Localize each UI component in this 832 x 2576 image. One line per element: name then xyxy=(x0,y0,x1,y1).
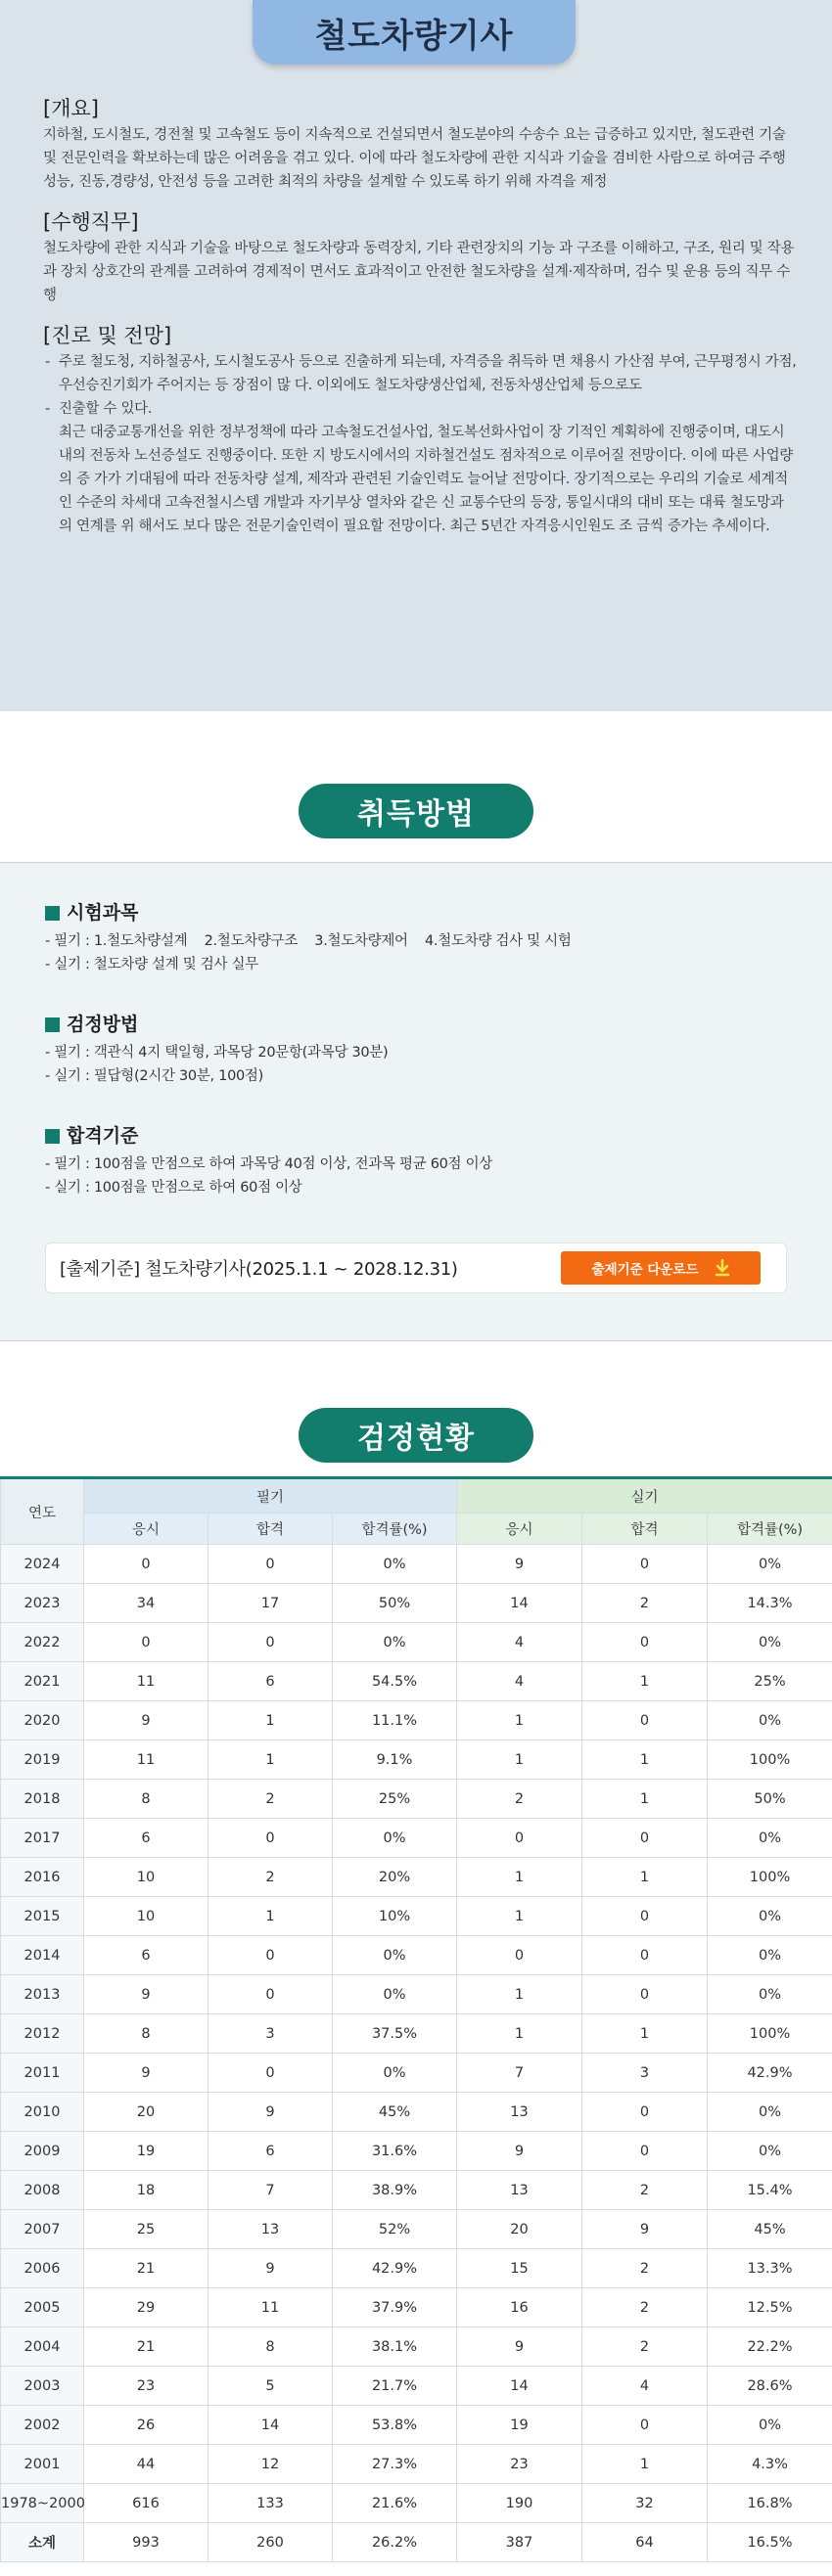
stats-table xyxy=(0,1476,832,2562)
stat-cell-w-pass: 2 xyxy=(208,1780,333,1819)
year-cell: 2010 xyxy=(1,2093,84,2132)
stats-body xyxy=(1,1545,832,2562)
stat-cell-p-rate: 28.6% xyxy=(708,2367,832,2406)
stat-cell-w-app: 26 xyxy=(84,2406,208,2445)
stat-cell-p-pass: 0 xyxy=(582,1701,708,1740)
stat-cell-w-app: 20 xyxy=(84,2093,208,2132)
download-icon xyxy=(715,1259,730,1277)
year-cell: 2003 xyxy=(1,2367,84,2406)
year-cell: 2006 xyxy=(1,2249,84,2288)
stat-cell-p-pass: 1 xyxy=(582,2445,708,2484)
stat-cell-w-pass: 9 xyxy=(208,2249,333,2288)
stat-cell-p-pass: 0 xyxy=(582,1545,708,1584)
stat-cell-p-app: 1 xyxy=(457,1975,582,2014)
stat-cell-w-app: 993 xyxy=(84,2523,208,2562)
square-bullet-icon xyxy=(45,1017,60,1032)
stat-cell-p-pass: 0 xyxy=(582,1897,708,1936)
stat-cell-w-rate: 0% xyxy=(333,1936,457,1975)
stat-cell-w-rate: 20% xyxy=(333,1858,457,1897)
stat-cell-w-rate: 37.9% xyxy=(333,2288,457,2327)
stat-cell-p-app: 16 xyxy=(457,2288,582,2327)
year-cell: 2001 xyxy=(1,2445,84,2484)
stat-cell-p-pass: 0 xyxy=(582,1623,708,1662)
stat-cell-p-rate: 0% xyxy=(708,1975,832,2014)
stat-cell-w-app: 8 xyxy=(84,1780,208,1819)
table-row xyxy=(1,2523,832,2562)
table-row xyxy=(1,2171,832,2210)
table-row xyxy=(1,1545,832,1584)
stat-cell-p-rate: 0% xyxy=(708,2132,832,2171)
stat-cell-w-app: 9 xyxy=(84,1975,208,2014)
stat-cell-w-app: 9 xyxy=(84,1701,208,1740)
method-group xyxy=(45,1012,789,1088)
stat-cell-p-rate: 14.3% xyxy=(708,1584,832,1623)
stat-cell-w-pass: 0 xyxy=(208,1975,333,2014)
stat-cell-p-app: 2 xyxy=(457,1780,582,1819)
stat-cell-w-app: 11 xyxy=(84,1662,208,1701)
stat-cell-p-app: 4 xyxy=(457,1662,582,1701)
stat-cell-w-app: 25 xyxy=(84,2210,208,2249)
subjects-line: - 실기 : 철도차량 설계 및 검사 실무 xyxy=(45,957,258,972)
stat-cell-p-app: 9 xyxy=(457,2327,582,2367)
stat-cell-p-pass: 0 xyxy=(582,1936,708,1975)
stat-cell-w-pass: 5 xyxy=(208,2367,333,2406)
stat-cell-w-pass: 17 xyxy=(208,1584,333,1623)
stat-cell-p-rate: 0% xyxy=(708,1545,832,1584)
stat-cell-w-pass: 14 xyxy=(208,2406,333,2445)
stat-cell-p-rate: 0% xyxy=(708,1701,832,1740)
year-cell: 2008 xyxy=(1,2171,84,2210)
stat-cell-p-pass: 1 xyxy=(582,1780,708,1819)
year-cell: 2024 xyxy=(1,1545,84,1584)
year-cell: 2002 xyxy=(1,2406,84,2445)
stat-cell-p-rate: 100% xyxy=(708,1740,832,1780)
stat-cell-p-pass: 0 xyxy=(582,1819,708,1858)
stat-cell-p-pass: 32 xyxy=(582,2484,708,2523)
stat-cell-p-pass: 2 xyxy=(582,2327,708,2367)
stat-cell-p-rate: 25% xyxy=(708,1662,832,1701)
stat-cell-p-pass: 2 xyxy=(582,2171,708,2210)
stat-cell-w-rate: 38.9% xyxy=(333,2171,457,2210)
table-row xyxy=(1,2445,832,2484)
stat-cell-p-pass: 3 xyxy=(582,2054,708,2093)
stat-cell-w-pass: 9 xyxy=(208,2093,333,2132)
year-cell: 2009 xyxy=(1,2132,84,2171)
stat-cell-p-app: 1 xyxy=(457,1858,582,1897)
stat-cell-p-pass: 9 xyxy=(582,2210,708,2249)
stat-cell-w-rate: 0% xyxy=(333,1545,457,1584)
table-row xyxy=(1,2054,832,2093)
table-row xyxy=(1,1975,832,2014)
table-row xyxy=(1,1936,832,1975)
stat-cell-p-app: 14 xyxy=(457,2367,582,2406)
stat-cell-p-rate: 50% xyxy=(708,1780,832,1819)
stat-cell-p-app: 13 xyxy=(457,2171,582,2210)
stat-cell-w-rate: 42.9% xyxy=(333,2249,457,2288)
stat-cell-p-app: 7 xyxy=(457,2054,582,2093)
criteria-box xyxy=(45,1243,787,1293)
stat-cell-p-rate: 0% xyxy=(708,1936,832,1975)
written-applicants-header: 응시 xyxy=(84,1514,208,1545)
year-cell: 2023 xyxy=(1,1584,84,1623)
stat-cell-p-app: 20 xyxy=(457,2210,582,2249)
stat-cell-p-rate: 16.5% xyxy=(708,2523,832,2562)
stat-cell-p-rate: 15.4% xyxy=(708,2171,832,2210)
stat-cell-w-rate: 0% xyxy=(333,1975,457,2014)
stat-cell-w-app: 11 xyxy=(84,1740,208,1780)
stat-cell-p-pass: 4 xyxy=(582,2367,708,2406)
year-cell: 2013 xyxy=(1,1975,84,2014)
stat-cell-p-pass: 0 xyxy=(582,2406,708,2445)
stat-cell-w-app: 6 xyxy=(84,1936,208,1975)
square-bullet-icon xyxy=(45,1129,60,1144)
acquisition-section xyxy=(0,862,832,1341)
page-title: 철도차량기사 xyxy=(253,0,576,65)
outlook-item: - 주로 철도청, 지하철공사, 도시철도공사 등으로 진출하게 되는데, 자격증을 취득하 면 채용시 가산점 부여, 근무평정시 가점, 우선승진기회가 주어지는 등 장점이 많 다. 이외에도 철도차량생산업체, 전동차생산업체 등으로도 xyxy=(59,350,797,397)
stat-cell-p-rate: 16.8% xyxy=(708,2484,832,2523)
year-cell: 2015 xyxy=(1,1897,84,1936)
stat-cell-w-app: 9 xyxy=(84,2054,208,2093)
table-row xyxy=(1,2132,832,2171)
download-button-label: 출제기준 다운로드 xyxy=(591,1262,699,1278)
stat-cell-w-pass: 8 xyxy=(208,2327,333,2367)
stat-cell-p-rate: 0% xyxy=(708,2406,832,2445)
stat-cell-p-rate: 12.5% xyxy=(708,2288,832,2327)
method-heading: 검정방법 xyxy=(67,1014,139,1035)
stat-cell-p-rate: 42.9% xyxy=(708,2054,832,2093)
stat-cell-p-rate: 22.2% xyxy=(708,2327,832,2367)
stat-cell-w-app: 18 xyxy=(84,2171,208,2210)
method-line: - 필기 : 객관식 4지 택일형, 과목당 20문항(과목당 30분) xyxy=(45,1045,389,1061)
table-row xyxy=(1,1701,832,1740)
stat-cell-w-rate: 37.5% xyxy=(333,2014,457,2054)
stat-cell-w-rate: 0% xyxy=(333,1623,457,1662)
practical-rate-header: 합격률(%) xyxy=(708,1514,832,1545)
stat-cell-w-app: 0 xyxy=(84,1545,208,1584)
stat-cell-p-pass: 2 xyxy=(582,1584,708,1623)
stat-cell-w-rate: 11.1% xyxy=(333,1701,457,1740)
stat-cell-p-app: 9 xyxy=(457,1545,582,1584)
stat-cell-p-pass: 0 xyxy=(582,2093,708,2132)
outlook-list xyxy=(43,350,797,421)
subjects-group xyxy=(45,900,789,976)
stat-cell-w-rate: 0% xyxy=(333,2054,457,2093)
stat-cell-p-pass: 2 xyxy=(582,2288,708,2327)
table-row xyxy=(1,2249,832,2288)
stat-cell-w-rate: 0% xyxy=(333,1819,457,1858)
outlook-item: - 진출할 수 있다. xyxy=(59,397,797,421)
practical-passed-header: 합격 xyxy=(582,1514,708,1545)
square-bullet-icon xyxy=(45,906,60,921)
table-row xyxy=(1,2367,832,2406)
stat-cell-w-rate: 25% xyxy=(333,1780,457,1819)
overview-text: 지하철, 도시철도, 경전철 및 고속철도 등이 지속적으로 건설되면서 철도분야의 수송수 요는 급증하고 있지만, 철도관련 기술 및 전문인력을 확보하는데 많은 어려움을 겪고 있다. 이에 따라 철도차량에 관한 지식과 기술을 겸비한 사람으로 하여금 주행성능, 진동,경량성, 안전성 등을 고려한 최적의 차량을 설계할 수 있도록 하기 위해 자격을 제정 xyxy=(43,127,786,190)
stat-cell-p-app: 23 xyxy=(457,2445,582,2484)
stat-cell-p-app: 15 xyxy=(457,2249,582,2288)
pass-group xyxy=(45,1123,789,1199)
stat-cell-p-app: 1 xyxy=(457,2014,582,2054)
overview-heading: [개요] xyxy=(43,97,99,120)
stat-cell-p-app: 0 xyxy=(457,1819,582,1858)
stat-cell-w-pass: 2 xyxy=(208,1858,333,1897)
stat-cell-p-pass: 2 xyxy=(582,2249,708,2288)
year-cell: 2021 xyxy=(1,1662,84,1701)
stat-cell-p-app: 9 xyxy=(457,2132,582,2171)
written-passed-header: 합격 xyxy=(208,1514,333,1545)
stat-cell-w-pass: 12 xyxy=(208,2445,333,2484)
outlook-block xyxy=(43,321,797,538)
written-rate-header: 합격률(%) xyxy=(333,1514,457,1545)
stat-cell-p-rate: 100% xyxy=(708,1858,832,1897)
stat-cell-w-app: 21 xyxy=(84,2249,208,2288)
table-row xyxy=(1,1584,832,1623)
subjects-line: - 필기 : 1.철도차량설계 2.철도차량구조 3.철도차량제어 4.철도차량 검사 및 시험 xyxy=(45,933,572,949)
stat-cell-w-rate: 21.6% xyxy=(333,2484,457,2523)
table-row xyxy=(1,2406,832,2445)
practical-applicants-header: 응시 xyxy=(457,1514,582,1545)
year-cell: 1978~2000 xyxy=(1,2484,84,2523)
table-row xyxy=(1,2093,832,2132)
outlook-paragraph: 최근 대중교통개선을 위한 정부정책에 따라 고속철도건설사업, 철도복선화사업이 장 기적인 계획하에 진행중이며, 대도시 내의 전동차 노선증설도 진행중이다. 또한 지 방도시에서의 지하철건설도 점차적으로 이루어질 전망이다. 이에 따른 사업량의 증 가가 기대됨에 따라 전동차량 설계, 제작과 관련된 기술인력도 늘어날 전망이다. 장기적으로는 우리의 기술로 세계적인 수준의 차세대 고속전철시스템 개발과 자기부상 열차와 같은 신 교통수단의 등장, 통일시대의 대비 또는 대륙 철도망과의 연계를 위 해서도 보다 많은 전문기술인력이 필요할 전망이다. 최근 5년간 자격응시인원도 조 금씩 증가는 추세이다. xyxy=(59,425,793,534)
stat-cell-p-rate: 0% xyxy=(708,1897,832,1936)
stat-cell-p-rate: 0% xyxy=(708,2093,832,2132)
year-cell: 2004 xyxy=(1,2327,84,2367)
stat-cell-w-rate: 26.2% xyxy=(333,2523,457,2562)
stat-cell-w-rate: 52% xyxy=(333,2210,457,2249)
table-row xyxy=(1,1819,832,1858)
stat-cell-p-pass: 0 xyxy=(582,1975,708,2014)
stats-pill: 검정현황 xyxy=(299,1408,533,1463)
stat-cell-p-rate: 0% xyxy=(708,1819,832,1858)
stat-cell-w-app: 34 xyxy=(84,1584,208,1623)
stat-cell-p-pass: 1 xyxy=(582,1740,708,1780)
stat-cell-p-pass: 0 xyxy=(582,2132,708,2171)
year-cell: 2014 xyxy=(1,1936,84,1975)
pass-heading: 합격기준 xyxy=(67,1125,139,1147)
stat-cell-p-app: 387 xyxy=(457,2523,582,2562)
stat-cell-w-app: 19 xyxy=(84,2132,208,2171)
stat-cell-w-pass: 0 xyxy=(208,2054,333,2093)
year-cell: 2011 xyxy=(1,2054,84,2093)
year-cell: 2007 xyxy=(1,2210,84,2249)
stat-cell-w-pass: 13 xyxy=(208,2210,333,2249)
year-cell: 2005 xyxy=(1,2288,84,2327)
written-header: 필기 xyxy=(84,1478,457,1514)
table-row xyxy=(1,2288,832,2327)
overview-block xyxy=(43,94,797,194)
year-cell: 2020 xyxy=(1,1701,84,1740)
stat-cell-w-rate: 21.7% xyxy=(333,2367,457,2406)
stat-cell-p-pass: 1 xyxy=(582,1858,708,1897)
table-row xyxy=(1,1662,832,1701)
table-row xyxy=(1,2014,832,2054)
stat-cell-w-app: 0 xyxy=(84,1623,208,1662)
practical-header: 실기 xyxy=(457,1478,832,1514)
stat-cell-w-app: 23 xyxy=(84,2367,208,2406)
stat-cell-p-rate: 45% xyxy=(708,2210,832,2249)
stat-cell-w-pass: 0 xyxy=(208,1819,333,1858)
stat-cell-w-app: 616 xyxy=(84,2484,208,2523)
stat-cell-w-rate: 27.3% xyxy=(333,2445,457,2484)
stat-cell-w-pass: 6 xyxy=(208,1662,333,1701)
year-cell: 2022 xyxy=(1,1623,84,1662)
stat-cell-w-rate: 50% xyxy=(333,1584,457,1623)
stat-cell-w-app: 6 xyxy=(84,1819,208,1858)
stat-cell-p-pass: 1 xyxy=(582,2014,708,2054)
download-criteria-button[interactable] xyxy=(561,1251,761,1285)
subjects-heading: 시험과목 xyxy=(67,902,139,924)
table-row xyxy=(1,1623,832,1662)
table-row xyxy=(1,1780,832,1819)
stat-cell-p-app: 0 xyxy=(457,1936,582,1975)
stat-cell-w-app: 10 xyxy=(84,1858,208,1897)
stat-cell-w-app: 44 xyxy=(84,2445,208,2484)
stat-cell-w-pass: 3 xyxy=(208,2014,333,2054)
stat-cell-p-rate: 100% xyxy=(708,2014,832,2054)
table-row xyxy=(1,1897,832,1936)
stat-cell-p-app: 1 xyxy=(457,1897,582,1936)
stat-cell-w-rate: 38.1% xyxy=(333,2327,457,2367)
table-row xyxy=(1,2327,832,2367)
stat-cell-w-pass: 6 xyxy=(208,2132,333,2171)
duties-heading: [수행직무] xyxy=(43,210,139,234)
stat-cell-w-pass: 260 xyxy=(208,2523,333,2562)
stat-cell-w-app: 8 xyxy=(84,2014,208,2054)
table-row xyxy=(1,2210,832,2249)
pass-line: - 실기 : 100점을 만점으로 하여 60점 이상 xyxy=(45,1180,302,1196)
stat-cell-w-pass: 0 xyxy=(208,1623,333,1662)
year-cell: 2018 xyxy=(1,1780,84,1819)
table-row xyxy=(1,1858,832,1897)
stat-cell-w-app: 29 xyxy=(84,2288,208,2327)
outlook-heading: [진로 및 전망] xyxy=(43,324,172,347)
stat-cell-w-pass: 1 xyxy=(208,1897,333,1936)
stat-cell-p-pass: 64 xyxy=(582,2523,708,2562)
year-header: 연도 xyxy=(1,1478,84,1545)
criteria-label: [출제기준] 철도차량기사(2025.1.1 ~ 2028.12.31) xyxy=(60,1259,458,1280)
stat-cell-w-pass: 1 xyxy=(208,1701,333,1740)
stat-cell-w-rate: 45% xyxy=(333,2093,457,2132)
year-cell: 2017 xyxy=(1,1819,84,1858)
stat-cell-w-rate: 31.6% xyxy=(333,2132,457,2171)
year-cell: 2016 xyxy=(1,1858,84,1897)
stat-cell-w-app: 21 xyxy=(84,2327,208,2367)
stat-cell-p-app: 1 xyxy=(457,1740,582,1780)
stat-cell-p-app: 1 xyxy=(457,1701,582,1740)
table-row xyxy=(1,2484,832,2523)
stat-cell-w-pass: 7 xyxy=(208,2171,333,2210)
stat-cell-p-app: 13 xyxy=(457,2093,582,2132)
stat-cell-p-app: 4 xyxy=(457,1623,582,1662)
year-cell: 2019 xyxy=(1,1740,84,1780)
stat-cell-w-rate: 53.8% xyxy=(333,2406,457,2445)
table-row xyxy=(1,1740,832,1780)
acquisition-pill: 취득방법 xyxy=(299,784,533,838)
stat-cell-p-pass: 1 xyxy=(582,1662,708,1701)
stat-cell-p-app: 14 xyxy=(457,1584,582,1623)
stat-cell-p-rate: 4.3% xyxy=(708,2445,832,2484)
stat-cell-w-app: 10 xyxy=(84,1897,208,1936)
duties-block xyxy=(43,207,797,307)
year-cell: 소계 xyxy=(1,2523,84,2562)
stat-cell-w-pass: 11 xyxy=(208,2288,333,2327)
method-line: - 실기 : 필답형(2시간 30분, 100점) xyxy=(45,1068,264,1084)
stat-cell-w-pass: 133 xyxy=(208,2484,333,2523)
stat-cell-w-pass: 0 xyxy=(208,1936,333,1975)
stat-cell-p-app: 190 xyxy=(457,2484,582,2523)
stat-cell-w-rate: 10% xyxy=(333,1897,457,1936)
stat-cell-w-pass: 0 xyxy=(208,1545,333,1584)
stat-cell-p-rate: 0% xyxy=(708,1623,832,1662)
pass-line: - 필기 : 100점을 만점으로 하여 과목당 40점 이상, 전과목 평균 60점 이상 xyxy=(45,1156,492,1172)
stat-cell-w-rate: 54.5% xyxy=(333,1662,457,1701)
stat-cell-w-pass: 1 xyxy=(208,1740,333,1780)
year-cell: 2012 xyxy=(1,2014,84,2054)
overview-section xyxy=(0,0,832,711)
stat-cell-p-app: 19 xyxy=(457,2406,582,2445)
stat-cell-p-rate: 13.3% xyxy=(708,2249,832,2288)
duties-text: 철도차량에 관한 지식과 기술을 바탕으로 철도차량과 동력장치, 기타 관련장치의 기능 과 구조를 이해하고, 구조, 원리 및 작용과 장치 상호간의 관계를 고려하여 경제적이 면서도 효과적이고 안전한 철도차량을 설계·제작하며, 검수 및 운용 등의 직무 수행 xyxy=(43,241,795,303)
stat-cell-w-rate: 9.1% xyxy=(333,1740,457,1780)
